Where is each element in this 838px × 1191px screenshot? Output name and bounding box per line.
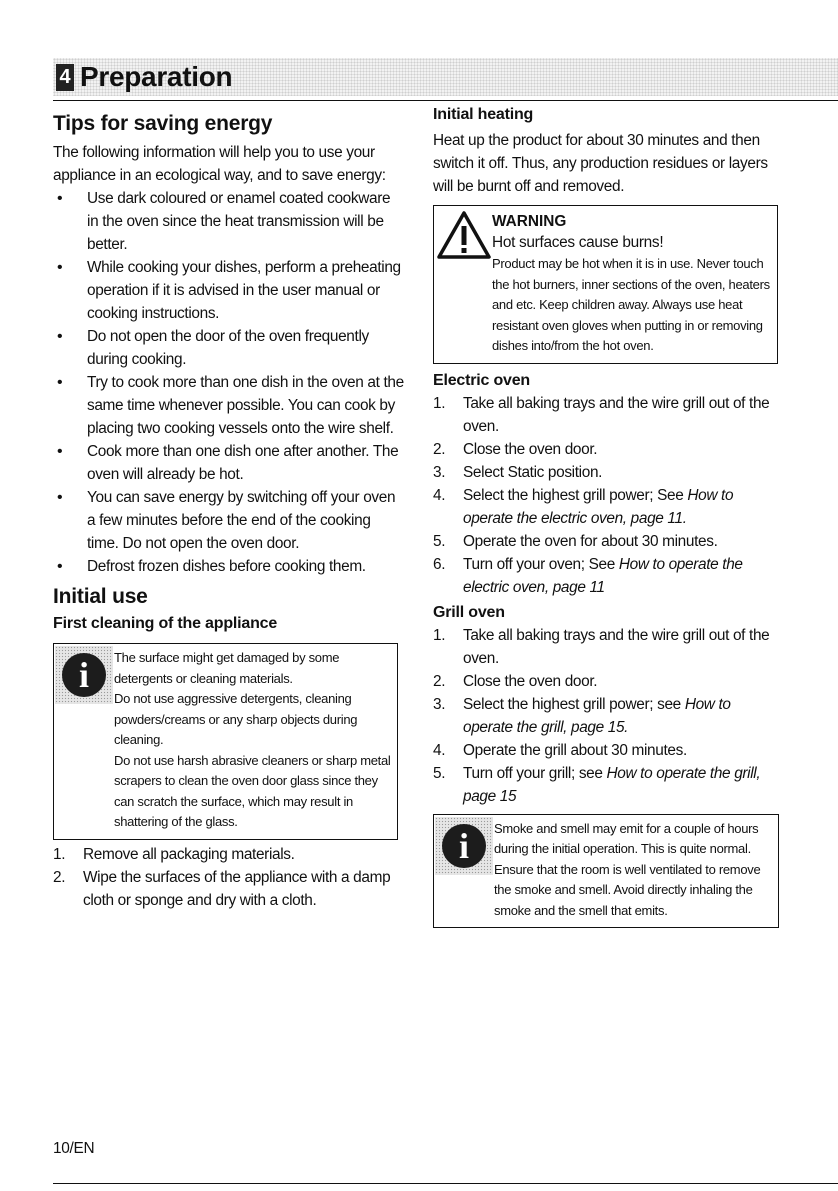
cleaning-info-box <box>53 643 398 840</box>
info-icon: i <box>435 817 493 875</box>
list-item: • Use dark coloured or enamel coated cookware in the oven since the heat transmission will be better. <box>53 187 405 256</box>
initial-use-heading: Initial use <box>53 585 148 608</box>
electric-oven-heading: Electric oven <box>433 371 531 389</box>
warning-title: WARNING <box>492 213 567 230</box>
warning-text: Product may be hot when it is in use. Never touch the hot burners, inner sections of the oven, heaters and etc. Keep children away. Always use heat resistant oven gloves when putting in or removing dishes into/from the hot oven. <box>492 256 770 353</box>
tips-list <box>53 187 405 578</box>
info-text: Smoke and smell may emit for a couple of hours during the initial operation. This is quite normal. Ensure that the room is well ventilated to remove the smoke and smell. Avoid directly inhaling the smoke and the smell that emits. <box>494 820 761 918</box>
list-item: 1. Take all baking trays and the wire grill out of the oven. <box>433 394 770 435</box>
page-reference: How to operate the grill, page 15. <box>463 695 731 736</box>
list-item: • You can save energy by switching off your oven a few minutes before the end of the cooking time. Do not open the oven door. <box>53 486 405 555</box>
grill-oven-heading: Grill oven <box>433 603 505 621</box>
left-column <box>53 110 405 912</box>
list-item: 3. Select Static position. <box>433 463 603 481</box>
grill-oven-steps <box>433 624 779 808</box>
list-item: 5. Turn off your grill; see How to operate the grill, page 15 <box>433 764 761 805</box>
smoke-info-box <box>433 814 779 929</box>
info-line: Do not use harsh abrasive cleaners or sharp metal scrapers to clean the oven door glass since they can scratch the surface, which may result in shattering of the glass. <box>114 752 391 829</box>
warning-box <box>433 205 778 364</box>
warning-triangle-icon <box>436 210 492 260</box>
list-item: 2. Wipe the surfaces of the appliance with a damp cloth or sponge and dry with a cloth. <box>53 868 391 909</box>
list-item: 3. Select the highest grill power; see How to operate the grill, page 15. <box>433 695 731 736</box>
list-item: • While cooking your dishes, perform a preheating operation if it is advised in the user manual or cooking instructions. <box>53 256 405 325</box>
header-divider <box>53 100 838 101</box>
page-reference: How to operate the grill, page 15 <box>463 764 761 805</box>
list-item: 2. Close the oven door. <box>433 440 598 458</box>
electric-oven-steps <box>433 392 779 599</box>
footer-divider <box>53 1183 838 1184</box>
list-item: • Cook more than one dish one after another. The oven will already be hot. <box>53 440 405 486</box>
list-item: 4. Operate the grill about 30 minutes. <box>433 741 687 759</box>
tips-intro: The following information will help you to use your appliance in an ecological way, and to save energy: <box>53 144 386 184</box>
list-item: • Do not open the door of the oven frequently during cooking. <box>53 325 405 371</box>
list-item: 1. Remove all packaging materials. <box>53 845 295 863</box>
warning-subtitle: Hot surfaces cause burns! <box>492 234 664 251</box>
list-item: 5. Operate the oven for about 30 minutes. <box>433 532 718 550</box>
cleaning-steps <box>53 843 405 912</box>
info-line: The surface might get damaged by some detergents or cleaning materials. <box>114 650 340 686</box>
tips-heading: Tips for saving energy <box>53 112 273 135</box>
initial-heating-text: Heat up the product for about 30 minutes and then switch it off. Thus, any production residues or layers will be burnt off and removed. <box>433 132 768 195</box>
first-cleaning-heading: First cleaning of the appliance <box>53 615 278 632</box>
page-number: 10/EN <box>53 1140 95 1157</box>
section-title: Preparation <box>80 61 233 92</box>
list-item: 2. Close the oven door. <box>433 672 598 690</box>
page-reference: How to operate the electric oven, page 11 <box>463 555 743 596</box>
list-item: 4. Select the highest grill power; See How to operate the electric oven, page 11. <box>433 486 734 527</box>
list-item: • Defrost frozen dishes before cooking them. <box>53 555 405 578</box>
right-column <box>433 104 779 928</box>
info-icon: i <box>55 646 113 704</box>
page-reference: How to operate the electric oven, page 11. <box>463 486 734 527</box>
initial-heating-heading: Initial heating <box>433 106 534 123</box>
list-item: • Try to cook more than one dish in the oven at the same time whenever possible. You can cook by placing two cooking vessels onto the wire shelf. <box>53 371 405 440</box>
list-item: 1. Take all baking trays and the wire grill out of the oven. <box>433 626 770 667</box>
section-number-badge: 4 <box>56 64 74 91</box>
list-item: 6. Turn off your oven; See How to operate the electric oven, page 11 <box>433 555 743 596</box>
info-line: Do not use aggressive detergents, cleaning powders/creams or any sharp objects during cleaning. <box>114 691 358 747</box>
